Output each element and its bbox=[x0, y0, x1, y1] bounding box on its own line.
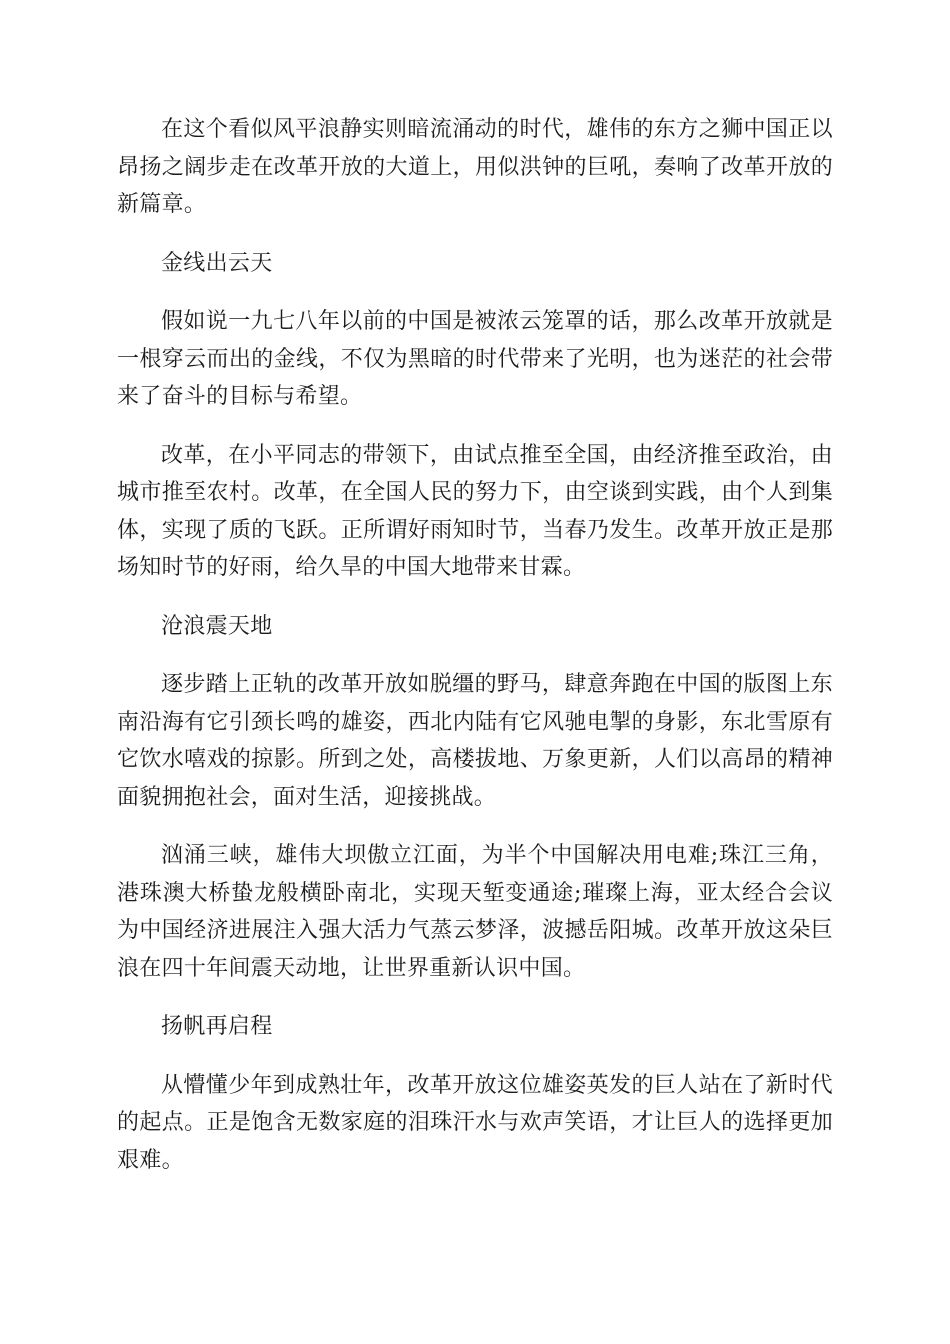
paragraph-golden-thread-1: 假如说一九七八年以前的中国是被浓云笼罩的话，那么改革开放就是一根穿云而出的金线，不仅为黑暗的时代带来了光明，也为迷茫的社会带来了奋斗的目标与希望。 bbox=[117, 309, 833, 409]
document-body bbox=[117, 111, 833, 1200]
paragraph-waves-2: 汹涌三峡，雄伟大坝傲立江面，为半个中国解决用电难;珠江三角，港珠澳大桥蛰龙般横卧南北，实现天堑变通途;璀璨上海，亚太经合会议为中国经济进展注入强大活力气蒸云梦泽，波撼岳阳城。改革开放这朵巨浪在四十年间震天动地，让世界重新认识中国。 bbox=[117, 843, 833, 981]
paragraph-set-sail-1: 从懵懂少年到成熟壮年，改革开放这位雄姿英发的巨人站在了新时代的起点。正是饱含无数家庭的泪珠汗水与欢声笑语，才让巨人的选择更加艰难。 bbox=[117, 1072, 833, 1173]
paragraph-intro: 在这个看似风平浪静实则暗流涌动的时代，雄伟的东方之狮中国正以昂扬之阔步走在改革开放的大道上，用似洪钟的巨吼，奏响了改革开放的新篇章。 bbox=[117, 117, 833, 217]
paragraph-golden-thread-2: 改革，在小平同志的带领下，由试点推至全国，由经济推至政治，由城市推至农村。改革，在全国人民的努力下，由空谈到实践，由个人到集体，实现了质的飞跃。正所谓好雨知时节，当春乃发生。改革开放正是那场知时节的好雨，给久旱的中国大地带来甘霖。 bbox=[117, 442, 833, 580]
paragraph-waves-1: 逐步踏上正轨的改革开放如脱缰的野马，肆意奔跑在中国的版图上东南沿海有它引颈长鸣的雄姿，西北内陆有它风驰电掣的身影，东北雪原有它饮水嘻戏的掠影。所到之处，高楼拔地、万象更新，人们以高昂的精神面貌拥抱社会，面对生活，迎接挑战。 bbox=[117, 672, 833, 810]
section-heading-waves: 沧浪震天地 bbox=[161, 613, 273, 639]
section-heading-golden-thread: 金线出云天 bbox=[161, 250, 273, 276]
section-heading-set-sail: 扬帆再启程 bbox=[161, 1014, 273, 1039]
